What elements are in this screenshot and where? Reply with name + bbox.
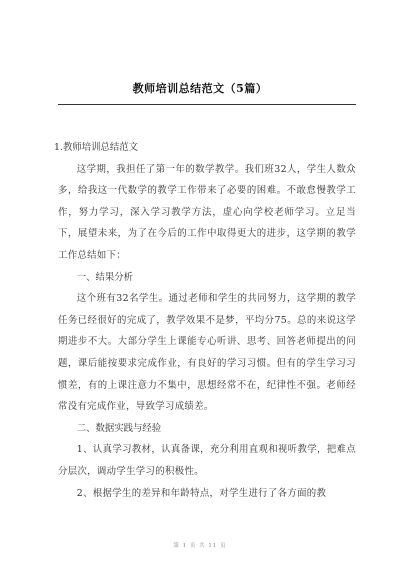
subheading-practice: 二、数据实践与经验	[76, 422, 162, 434]
section-heading: 1.教师培训总结范文	[54, 142, 138, 153]
paragraph-practice-1: 1、认真学习教材，认真备课，充分利用直观和视听教学，把难点分层次，调动学生学习的积极性。	[58, 444, 356, 477]
document-body	[54, 137, 356, 504]
paragraph-practice-2: 2、根据学生的差异和年龄特点，对学生进行了各方面的教	[76, 487, 327, 499]
title-divider	[58, 104, 356, 105]
document-title: 教师培训总结范文（5篇）	[132, 82, 268, 95]
paragraph-intro: 这学期，我担任了第一年的数学教学。我们班32人，学生人数众多，给我这一代数学的教学工作带来了必要的困难。不敢怠慢教学工作，努力学习，深入学习教学方法，虚心向学校老师学习。立足当下，展望未来，为了在今后的工作中取得更大的进步，这学期的教学工作总结如下：	[58, 163, 356, 261]
paragraph-results: 这个班有32名学生。通过老师和学生的共同努力，这学期的教学任务已经很好的完成了，教学效果不是梦，平均分75。总的来说这学期进步不大。大部分学生上课能专心听讲、思考、回答老师提出的问题，课后能按要求完成作业，有良好的学习习惯。但有的学生学习习惯差，有的上课注意力不集中，思想经常不在，纪律性不强。老师经常没有完成作业，导致学习成绩差。	[58, 293, 356, 413]
subheading-results: 一、结果分析	[76, 271, 134, 283]
page-footer: 第 1 页 共 11 页	[173, 543, 227, 549]
